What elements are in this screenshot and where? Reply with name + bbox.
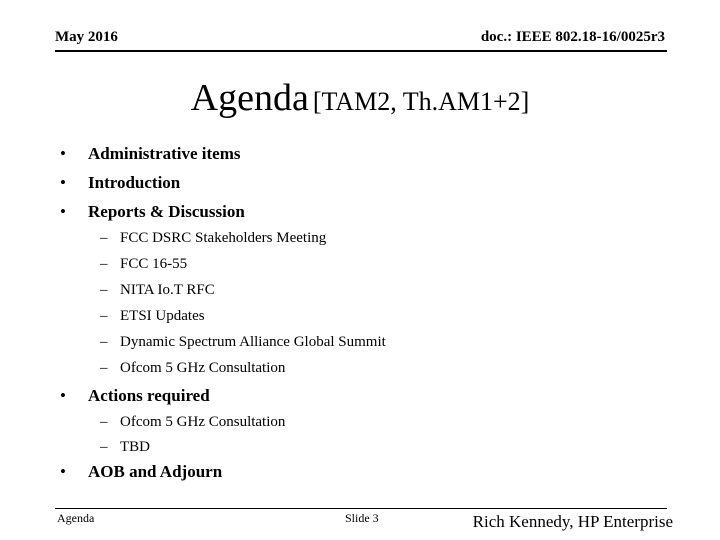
sub-item-label: ETSI Updates — [120, 308, 205, 324]
slide-number: Slide 3 — [345, 511, 379, 525]
slide-title — [0, 76, 720, 120]
agenda-item — [60, 386, 210, 406]
sub-item — [100, 334, 386, 351]
dash-icon: – — [100, 334, 108, 350]
bullet-icon: • — [60, 144, 66, 163]
sub-item — [100, 256, 187, 273]
dash-icon: – — [100, 230, 108, 246]
agenda-item-label: Actions required — [88, 386, 210, 405]
sub-item-label: Ofcom 5 GHz Consultation — [120, 360, 286, 376]
bullet-icon: • — [60, 386, 66, 405]
header-date: May 2016 — [55, 29, 118, 45]
agenda-item — [60, 144, 241, 164]
sub-item — [100, 439, 150, 456]
agenda-item-label: Administrative items — [88, 144, 241, 163]
agenda-item — [60, 202, 245, 222]
sub-item — [100, 308, 205, 325]
dash-icon: – — [100, 360, 108, 376]
bullet-icon: • — [60, 202, 66, 221]
agenda-item-label: AOB and Adjourn — [88, 462, 223, 481]
bullet-icon: • — [60, 173, 66, 192]
sub-item-label: Ofcom 5 GHz Consultation — [120, 414, 286, 430]
sub-item — [100, 360, 285, 377]
dash-icon: – — [100, 439, 108, 455]
footer-rule — [55, 508, 667, 509]
footer-author: Rich Kennedy, HP Enterprise — [472, 512, 673, 531]
title-sub: [TAM2, Th.AM1+2] — [312, 87, 530, 116]
sub-item — [100, 230, 326, 247]
title-main: Agenda — [190, 77, 309, 119]
sub-item-label: FCC 16-55 — [120, 256, 188, 272]
sub-item-label: FCC DSRC Stakeholders Meeting — [120, 230, 327, 246]
sub-item-label: NITA Io.T RFC — [120, 282, 215, 298]
bullet-icon: • — [60, 462, 66, 481]
agenda-item-label: Reports & Discussion — [88, 202, 245, 221]
header-rule — [55, 50, 667, 52]
sub-item-label: TBD — [120, 439, 150, 455]
agenda-item — [60, 462, 222, 482]
agenda-item-label: Introduction — [88, 173, 181, 192]
sub-item — [100, 282, 215, 299]
dash-icon: – — [100, 256, 108, 272]
footer-label: Agenda — [57, 511, 95, 525]
sub-item — [100, 414, 285, 431]
sub-item-label: Dynamic Spectrum Alliance Global Summit — [120, 334, 386, 350]
agenda-item — [60, 173, 180, 193]
dash-icon: – — [100, 308, 108, 324]
header-doc-id: doc.: IEEE 802.18-16/0025r3 — [480, 29, 665, 45]
dash-icon: – — [100, 282, 108, 298]
dash-icon: – — [100, 414, 108, 430]
